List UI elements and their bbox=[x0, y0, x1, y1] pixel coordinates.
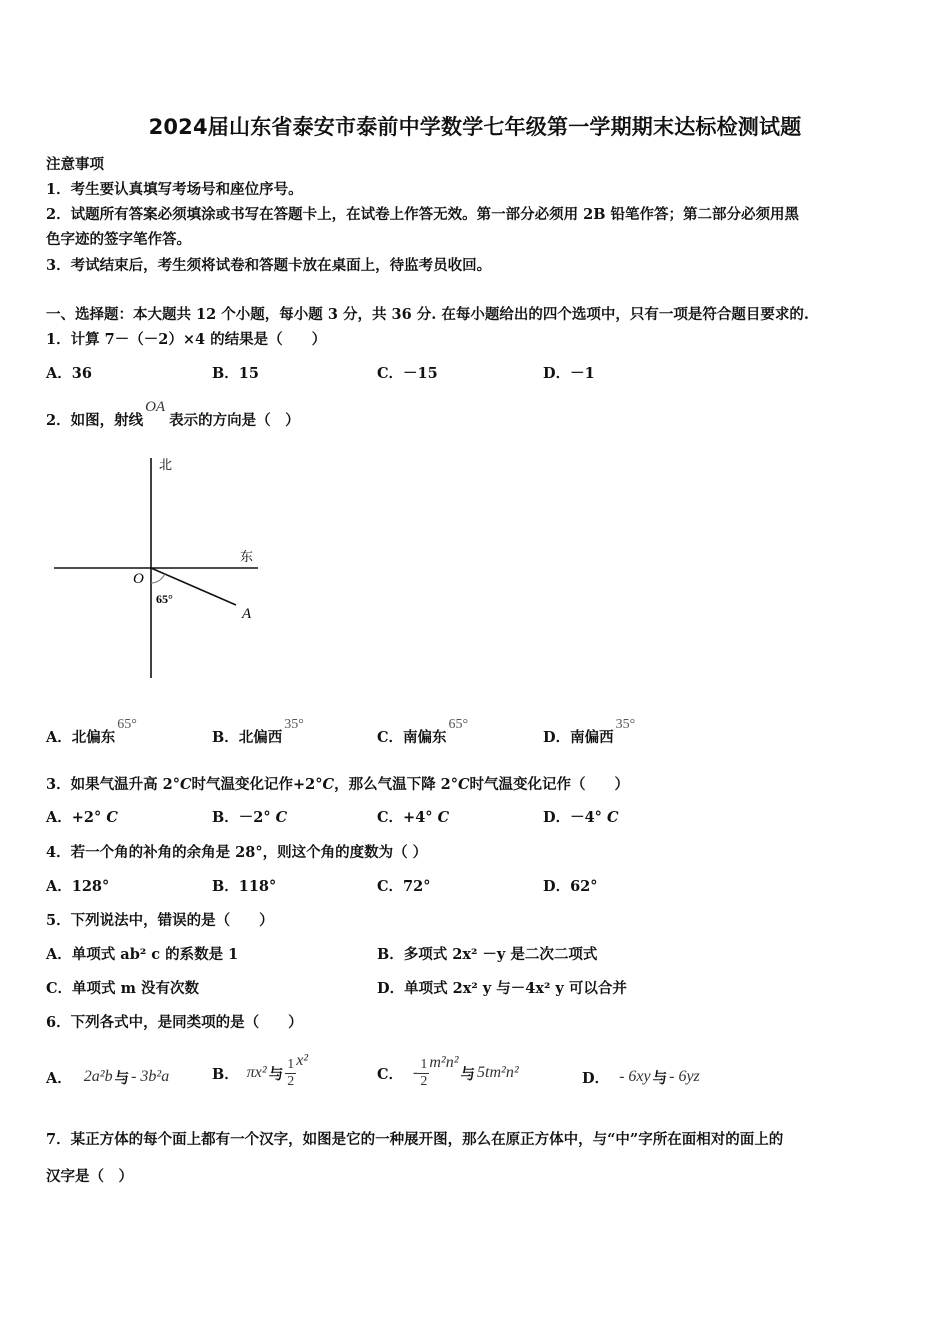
notice-item-2: 2．试题所有答案必须填涂或书写在答题卡上，在试卷上作答无效。第一部分必须用 2B 铅笔作答；第二部分必须用黑 bbox=[46, 206, 800, 223]
q2-option-b: B．北偏西35° bbox=[212, 717, 304, 746]
q2-option-a: A．北偏东65° bbox=[46, 717, 137, 746]
page-title: 2024届山东省泰安市泰前中学数学七年级第一学期期末达标检测试题 bbox=[148, 115, 802, 139]
q2-stem bbox=[46, 399, 300, 430]
q1-stem: 1．计算 7－（－2）×4 的结果是（ ） bbox=[46, 331, 327, 348]
q3-option-c: C．+4° C bbox=[377, 809, 450, 826]
q2-option-d-degree: 35° bbox=[615, 717, 636, 732]
q4-option-b: B．118° bbox=[212, 878, 277, 895]
q1-option-b: B．15 bbox=[212, 365, 259, 382]
notice-item-1: 1．考生要认真填写考场号和座位序号。 bbox=[46, 181, 303, 198]
angle-arc bbox=[151, 574, 165, 583]
q2-option-c: C．南偏东65° bbox=[377, 717, 469, 746]
q4-option-d: D．62° bbox=[543, 878, 598, 895]
q1-option-c: C．－15 bbox=[377, 365, 438, 382]
q3-stem: 3．如果气温升高 2°C时气温变化记作+2°C，那么气温下降 2°C时气温变化记作（ ） bbox=[46, 776, 630, 793]
q1-option-a: A．36 bbox=[46, 365, 92, 382]
notice-item-2-cont: 色字迹的签字笔作答。 bbox=[46, 231, 191, 248]
q5-option-a: A．单项式 ab² c 的系数是 1 bbox=[46, 946, 239, 963]
q5-option-b: B．多项式 2x² －y 是二次二项式 bbox=[377, 946, 598, 963]
q5-option-c: C．单项式 m 没有次数 bbox=[46, 980, 199, 997]
q2-option-a-degree: 65° bbox=[117, 717, 137, 732]
q6-option-a: A． 2a²b 与 - 3b²a bbox=[46, 1068, 170, 1087]
q2-option-b-degree: 35° bbox=[284, 717, 304, 732]
north-label: 北 bbox=[159, 457, 173, 472]
q4-option-a: A．128° bbox=[46, 878, 110, 895]
angle-label: 65° bbox=[156, 592, 173, 606]
notice-heading: 注意事项 bbox=[46, 156, 104, 173]
q2-ray-var: OA bbox=[145, 399, 166, 415]
q4-option-c: C．72° bbox=[377, 878, 431, 895]
q2-direction-figure bbox=[50, 450, 270, 682]
q3-option-a: A．+2° C bbox=[46, 809, 118, 826]
east-label: 东 bbox=[240, 549, 254, 564]
q3-option-b: B．－2° C bbox=[212, 809, 288, 826]
q7-stem-line2: 汉字是（ ） bbox=[46, 1168, 133, 1185]
q2-option-c-degree: 65° bbox=[448, 717, 469, 732]
q5-stem: 5．下列说法中，错误的是（ ） bbox=[46, 912, 274, 929]
q6-option-c: C． - $\frac{1}{2}$ m²n² 与 5tm²n² bbox=[377, 1054, 519, 1089]
q5-option-d: D．单项式 2x² y 与－4x² y 可以合并 bbox=[377, 980, 627, 997]
q1-option-d: D．－1 bbox=[543, 365, 595, 382]
q6-option-c-fraction: $\frac{1}{2}$ bbox=[420, 1056, 428, 1089]
section-heading: 一、选择题：本大题共 12 个小题，每小题 3 分，共 36 分. 在每小题给出的四个选项中，只有一项是符合题目要求的. bbox=[46, 306, 809, 323]
q7-stem-line1: 7．某正方体的每个面上都有一个汉字，如图是它的一种展开图，那么在原正方体中，与“中”字所在面相对的面上的 bbox=[46, 1131, 784, 1148]
q2-stem-post: 表示的方向是（ ） bbox=[169, 412, 300, 429]
q3-option-d: D．－4° C bbox=[543, 809, 619, 826]
q2-option-d: D．南偏西35° bbox=[543, 717, 636, 746]
q4-stem: 4．若一个角的补角的余角是 28°，则这个角的度数为（ ） bbox=[46, 844, 428, 861]
origin-label: O bbox=[133, 571, 144, 587]
q6-stem: 6．下列各式中，是同类项的是（ ） bbox=[46, 1014, 303, 1031]
q6-option-d: D． - 6xy 与 - 6yz bbox=[582, 1068, 700, 1087]
notice-item-3: 3．考试结束后，考生须将试卷和答题卡放在桌面上，待监考员收回。 bbox=[46, 257, 492, 274]
q2-stem-pre: 2．如图，射线 bbox=[46, 412, 144, 429]
point-a-label: A bbox=[242, 606, 252, 622]
q6-option-b-fraction: $\frac{1}{2}$ bbox=[287, 1056, 295, 1089]
q6-option-b: B． πx² 与 $\frac{1}{2}$ x² bbox=[212, 1052, 309, 1089]
